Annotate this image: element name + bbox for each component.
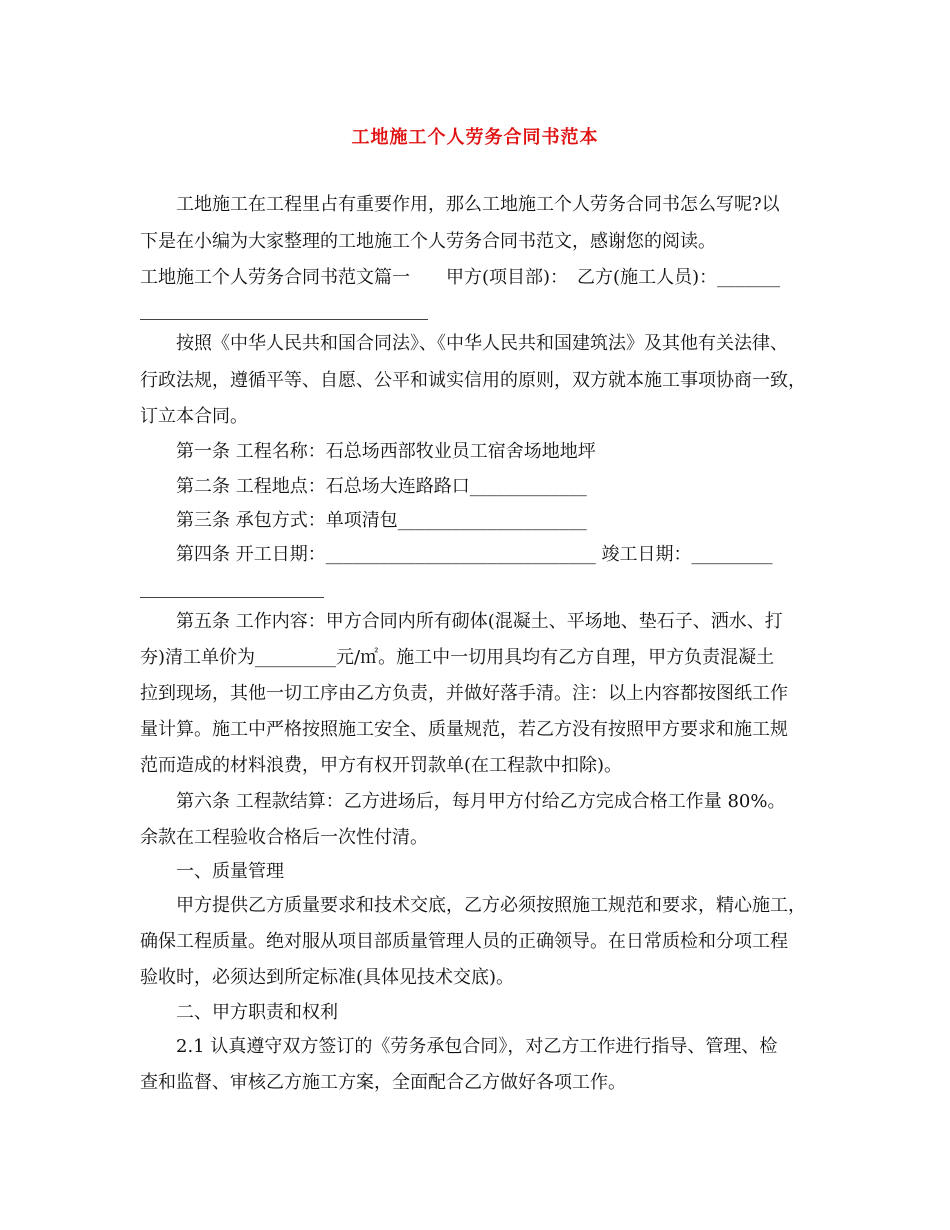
article-5-line-3: 拉到现场，其他一切工序由乙方负责，并做好落手清。注：以上内容都按图纸工作 (140, 683, 788, 704)
article-5-line-2: 夯)清工单价为_________元/㎡。施工中一切用具均有乙方自理，甲方负责混凝土 (140, 647, 775, 668)
document-title: 工地施工个人劳务合同书范本 (351, 127, 599, 148)
intro-line-2: 下是在小编为大家整理的工地施工个人劳务合同书范文，感谢您的阅读。 (140, 231, 716, 252)
article-6-line-2: 余款在工程验收合格后一次性付清。 (140, 827, 428, 848)
preamble-line-1: 按照《中华人民共和国合同法》、《中华人民共和国建筑法》及其他有关法律、 (176, 333, 788, 354)
section-1-line-2: 确保工程质量。绝对服从项目部质量管理人员的正确领导。在日常质检和分项工程 (140, 931, 788, 952)
section-2-heading: 二、甲方职责和权利 (176, 1002, 338, 1023)
article-5-line-4: 量计算。施工中严格按照施工安全、质量规范，若乙方没有按照甲方要求和施工规 (140, 719, 788, 740)
preamble-line-2: 行政法规，遵循平等、自愿、公平和诚实信用的原则，双方就本施工事项协商一致， (140, 370, 806, 391)
section-2-line-2: 查和监督、审核乙方施工方案，全面配合乙方做好各项工作。 (140, 1072, 626, 1093)
article-4: 第四条 开工日期：______________________________ 竣工日期：_________ (176, 544, 773, 565)
section-1-heading: 一、质量管理 (176, 861, 284, 882)
completion-date-underline (140, 597, 324, 598)
parties-line: 工地施工个人劳务合同书范文篇一 甲方(项目部)： 乙方(施工人员)：_______ (140, 267, 781, 288)
article-1: 第一条 工程名称：石总场西部牧业员工宿舍场地地坪 (176, 441, 596, 462)
article-2: 第二条 工程地点：石总场大连路路口_____________ (176, 476, 587, 497)
section-1-line-1: 甲方提供乙方质量要求和技术交底，乙方必须按照施工规范和要求，精心施工， (176, 895, 806, 916)
article-6-line-1: 第六条 工程款结算：乙方进场后，每月甲方付给乙方完成合格工作量 80%。 (176, 791, 786, 812)
section-2-line-1: 2.1 认真遵守双方签订的《劳务承包合同》，对乙方工作进行指导、管理、检 (176, 1036, 778, 1057)
preamble-line-3: 订立本合同。 (140, 406, 248, 427)
article-3: 第三条 承包方式：单项清包_____________________ (176, 510, 587, 531)
article-5-line-5: 范而造成的材料浪费，甲方有权开罚款单(在工程款中扣除)。 (140, 755, 623, 776)
section-1-line-3: 验收时，必须达到所定标准(具体见技术交底)。 (140, 967, 515, 988)
signature-underline (140, 319, 428, 320)
intro-line-1: 工地施工在工程里占有重要作用，那么工地施工个人劳务合同书怎么写呢?以 (176, 194, 780, 215)
article-5-line-1: 第五条 工作内容：甲方合同内所有砌体(混凝土、平场地、垫石子、洒水、打 (176, 611, 783, 632)
